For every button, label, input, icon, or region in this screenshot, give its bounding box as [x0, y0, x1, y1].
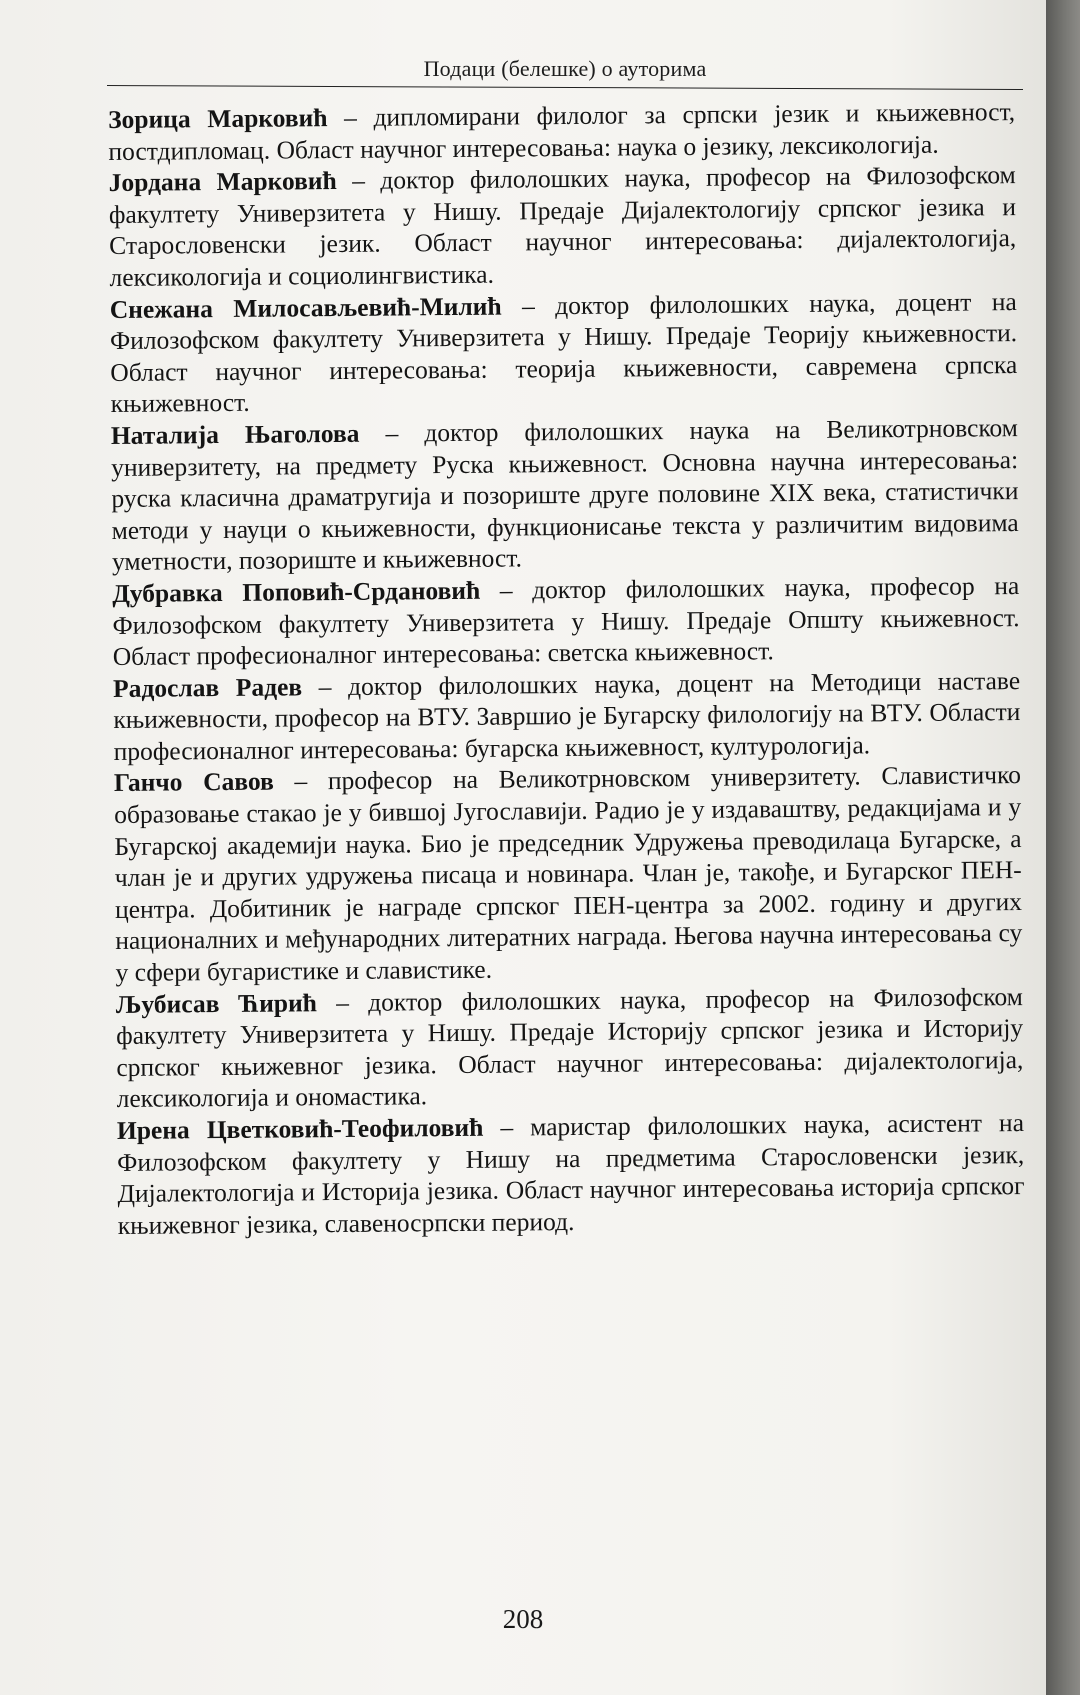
author-description: – доктор филолошких наука на Великотрновском универзитету, на предмету Руска књижевност. Основна научна интересовања: руска класична драматругија и позориште друге половине XIX века, статистички методи у науци о књижевности, функционисање текста у различитим видовима уметности, позориште и књижевност. — [111, 413, 1019, 577]
author-name: Зорица Марковић — [108, 103, 328, 134]
page-number: 208 — [502, 1604, 544, 1634]
author-description: – професор на Великотрновском универзитету. Славистичко образовање стакао је у бившој Југославији. Радио је у издаваштву, редакцијама и у Бугарској академији наука. Био је председник Удружења преводилаца Бугарске, а члан је и других удружења писаца и новинара. Члан је, такође, и Бугарског ПЕН-центра. Добитиник је награде српског ПЕН-центра за 2002. годину и других националних и међународних литератних награда. Његова научна интересовања су у сфери бугаристике и славистике. — [114, 760, 1023, 987]
author-entry — [110, 286, 1018, 420]
author-name: Наталија Њаголова — [110, 418, 360, 450]
author-entry — [114, 760, 1023, 989]
author-description: – дипломирани филолог за српски језик и књижевност, постдипломац. Област научног интересовања: наука о језику, лексикологија. — [108, 97, 1016, 166]
author-entry — [108, 96, 1016, 167]
author-entry — [111, 412, 1019, 578]
author-description: – доктор филолошких наука, професор на Филозофском факултету Универзитета у Нишу. Предаје Општу књижевност. Област професионалног интересовања: светска књижевност. — [112, 570, 1020, 672]
author-entry — [113, 665, 1021, 768]
author-description: – доктор филолошких наука, доцент на Филозофском факултету Универзитета у Нишу. Предаје Теорију књижевности. Област научног интересовања: теорија књижевности, савремена српска књижевност. — [109, 286, 1018, 419]
book-binding-edge — [1046, 0, 1080, 1695]
author-name: Радослав Радев — [112, 672, 303, 703]
author-entry — [112, 570, 1020, 673]
author-description: – доктор филолошких наука, професор на Филозофском факултету Универзитета у Нишу. Предаје Историју српског језика и Историју српског књижевног језика. Област научног интересовања: дијалектологија, лексикологија и ономастика. — [116, 981, 1024, 1114]
author-name: Снежана Милосављевић-Милић — [109, 291, 502, 324]
author-description: – маристар филолошких наука, асистент на Филозофском факултету у Нишу на предметима Старословенски језик, Дијалектологија и Историја језика. Област научног интересовања историја српског књижевног језика, славеносрпски период. — [117, 1108, 1025, 1240]
author-name: Ганчо Савов — [113, 767, 274, 798]
author-entry — [117, 1107, 1025, 1241]
author-entry — [109, 159, 1017, 293]
author-name: Љубисав Ћирић — [115, 987, 318, 1019]
running-head: Подаци (белешке) о ауторима — [423, 56, 707, 81]
author-entry — [116, 981, 1024, 1115]
header-rule — [107, 85, 1023, 90]
author-description: – доктор филолошких наука, професор на Филозофском факултету Универзитета у Нишу. Предаје Дијалектологију српског језика и Старословенски језик. Област научног интересовања: дијалектологија, лексикологија и социолингвистика. — [108, 160, 1017, 292]
author-name: Јордана Марковић — [108, 166, 337, 198]
author-description: – доктор филолошких наука, доцент на Методици наставе књижевности, професор на ВТУ. Завршио је Бугарску филологију на ВТУ. Области професионалног интересовања: бугарска књижевност, културологија. — [113, 665, 1021, 766]
author-notes — [108, 96, 1025, 1241]
author-name: Ирена Цветковић-Теофиловић — [116, 1112, 484, 1145]
author-name: Дубравка Поповић-Срдановић — [112, 575, 481, 608]
